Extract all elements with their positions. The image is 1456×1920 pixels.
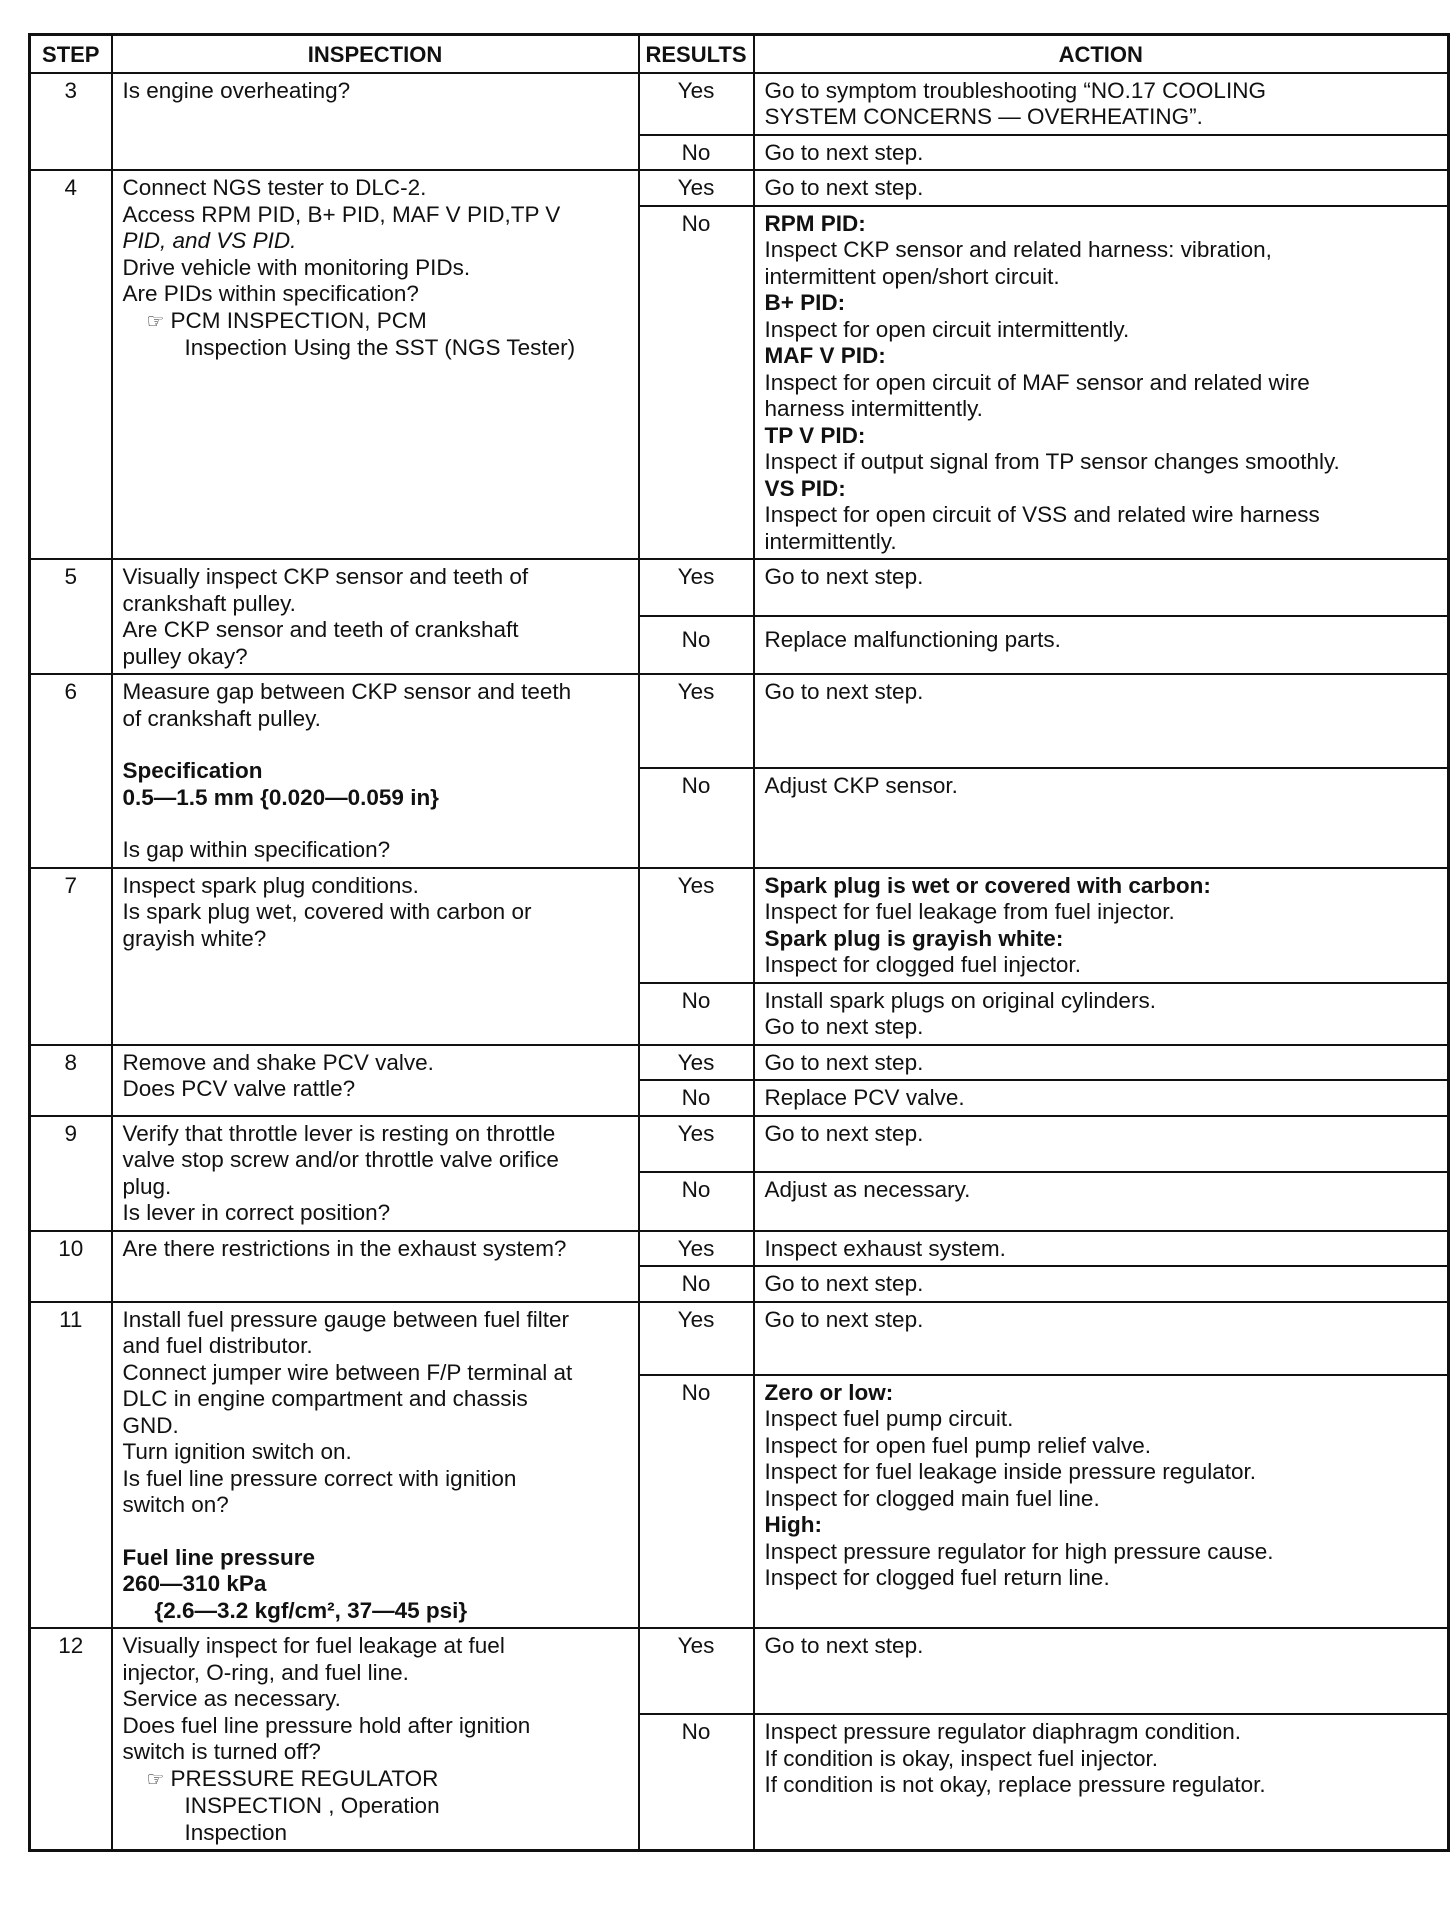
action-cell [754,1714,1449,1851]
action-text: Inspect for open circuit intermittently. [764,316,1130,342]
action-text: Inspect if output signal from TP sensor changes smoothly. [764,449,1340,474]
reference-subtitle: INSPECTION , Operation [184,1793,440,1818]
action-text: Inspect fuel pump circuit. [764,1406,1014,1431]
action-cell [754,135,1449,171]
action-text: harness intermittently. [764,396,983,421]
action-text: Inspect pressure regulator for high pressure cause. [764,1538,1274,1564]
action-cell [754,1375,1449,1629]
action-text: Inspect for fuel leakage inside pressure regulator. [764,1459,1257,1484]
inspection-cell [112,559,639,674]
inspection-text: of crankshaft pulley. [122,705,321,731]
action-text: If condition is not okay, replace pressure regulator. [764,1772,1266,1797]
inspection-text: crankshaft pulley. [122,590,296,616]
inspection-text: Remove and shake PCV valve. [122,1049,434,1075]
inspection-text: injector, O-ring, and fuel line. [122,1659,409,1685]
inspection-question: Is gap within specification? [122,837,391,862]
inspection-cell [112,1045,639,1116]
table-row [30,1628,1449,1714]
table-row [30,73,1449,135]
action-cell [754,983,1449,1045]
spec-value: 0.5—1.5 mm {0.020—0.059 in} [122,784,439,810]
action-heading: VS PID: [764,475,846,501]
action-cell [754,206,1449,560]
inspection-cell [112,1231,639,1302]
step-number: 11 [30,1302,112,1629]
inspection-cell [112,1302,639,1629]
action-text: Go to next step. [764,1306,924,1332]
result-no: No [639,1714,754,1851]
action-text: Go to symptom troubleshooting “NO.17 COOLING [764,77,1266,103]
inspection-text: Are PIDs within specification? [122,281,419,306]
action-text: Inspect CKP sensor and related harness: vibration, [764,237,1272,262]
header-inspection: INSPECTION [112,35,639,73]
inspection-cell [112,170,639,559]
inspection-text: grayish white? [122,925,267,951]
inspection-text: switch on? [122,1492,229,1517]
action-text: Go to next step. [764,679,924,704]
action-text: If condition is okay, inspect fuel injector. [764,1745,1159,1771]
result-no: No [639,768,754,868]
action-text: Inspect for fuel leakage from fuel injector. [764,899,1175,924]
action-text: Inspect for open circuit of MAF sensor and related wire [764,369,1310,395]
inspection-text: Measure gap between CKP sensor and teeth [122,679,572,704]
reference-subtitle: Inspection [184,1819,288,1845]
inspection-text: Turn ignition switch on. [122,1439,352,1464]
action-text: Go to next step. [764,1120,924,1146]
inspection-text: Does PCV valve rattle? [122,1076,356,1101]
action-text: Go to next step. [764,564,924,589]
action-text: Inspect for clogged fuel injector. [764,952,1081,977]
spec-title: Fuel line pressure [122,1544,316,1570]
inspection-text: DLC in engine compartment and chassis [122,1386,528,1411]
result-yes: Yes [639,73,754,135]
action-text: Go to next step. [764,175,924,200]
action-text: Replace PCV valve. [764,1085,965,1110]
action-text: Inspect for open circuit of VSS and related wire harness [764,502,1320,527]
pointing-hand-icon: ☞ [146,1768,165,1791]
step-number: 9 [30,1116,112,1231]
action-cell [754,559,1449,616]
inspection-text: Visually inspect CKP sensor and teeth of [122,564,529,589]
action-text: Inspect pressure regulator diaphragm condition. [764,1719,1242,1744]
result-no: No [639,206,754,560]
step-number: 5 [30,559,112,674]
troubleshooting-table [28,33,1450,1852]
result-yes: Yes [639,868,754,983]
inspection-text: Verify that throttle lever is resting on throttle [122,1120,556,1146]
step-number: 10 [30,1231,112,1302]
result-yes: Yes [639,1045,754,1081]
inspection-text: Access RPM PID, B+ PID, MAF V PID,TP V [122,201,561,227]
result-no: No [639,1375,754,1629]
inspection-text: Is spark plug wet, covered with carbon or [122,899,532,924]
action-text: Inspect exhaust system. [764,1235,1006,1261]
inspection-text: Is engine overheating? [122,77,351,103]
reference-title: PCM INSPECTION, PCM [170,307,427,333]
step-number: 3 [30,73,112,171]
action-cell [754,170,1449,206]
inspection-text: PID, and VS PID. [122,228,297,253]
inspection-cell [112,674,639,868]
result-yes: Yes [639,170,754,206]
table-row [30,170,1449,206]
action-heading: RPM PID: [764,210,866,236]
inspection-text: GND. [122,1412,179,1438]
result-yes: Yes [639,1628,754,1714]
inspection-text: Visually inspect for fuel leakage at fuel [122,1633,505,1658]
header-results: RESULTS [639,35,754,73]
inspection-text: Is fuel line pressure correct with ignition [122,1465,517,1491]
table-row [30,1116,1449,1172]
action-cell [754,768,1449,868]
result-yes: Yes [639,559,754,616]
reference-subtitle: Inspection Using the SST (NGS Tester) [184,335,576,360]
action-text: Adjust CKP sensor. [764,773,958,798]
action-heading: B+ PID: [764,290,846,315]
action-cell [754,73,1449,135]
result-yes: Yes [639,1302,754,1375]
action-text: Go to next step. [764,1049,924,1075]
result-no: No [639,135,754,171]
inspection-cell [112,1116,639,1231]
result-no: No [639,1172,754,1231]
action-text: Inspect for open fuel pump relief valve. [764,1432,1151,1458]
action-text: Go to next step. [764,1633,924,1658]
inspection-cell [112,1628,639,1851]
action-cell [754,674,1449,768]
inspection-text: Inspect spark plug conditions. [122,872,419,898]
step-number: 6 [30,674,112,868]
inspection-text: switch is turned off? [122,1739,321,1764]
action-heading: Spark plug is wet or covered with carbon: [764,872,1211,898]
table-row [30,1045,1449,1081]
action-text: Go to next step. [764,139,924,165]
reference-link[interactable] [123,1766,628,1794]
inspection-text: Connect NGS tester to DLC-2. [122,175,427,200]
action-cell [754,1116,1449,1172]
table-row [30,674,1449,768]
action-cell [754,1080,1449,1116]
action-cell [754,868,1449,983]
action-text: Go to next step. [764,1271,924,1296]
header-action: ACTION [754,35,1449,73]
action-cell [754,616,1449,674]
table-row [30,559,1449,616]
action-cell [754,1045,1449,1081]
result-no: No [639,1266,754,1302]
action-heading: TP V PID: [764,422,866,448]
inspection-cell [112,868,639,1045]
table-row [30,1302,1449,1375]
inspection-text: Connect jumper wire between F/P terminal at [122,1359,573,1385]
inspection-text: Drive vehicle with monitoring PIDs. [122,254,471,280]
action-cell [754,1302,1449,1375]
pointing-hand-icon: ☞ [146,310,165,333]
inspection-text: valve stop screw and/or throttle valve orifice [122,1147,559,1172]
reference-title: PRESSURE REGULATOR [170,1765,439,1791]
action-text: Adjust as necessary. [764,1176,971,1202]
action-text: intermittently. [764,528,897,554]
result-no: No [639,616,754,674]
result-no: No [639,983,754,1045]
spec-value-alt-units: {2.6—3.2 kgf/cm², 37—45 psi} [154,1597,468,1623]
inspection-text: Is lever in correct position? [122,1200,391,1225]
action-cell [754,1231,1449,1267]
inspection-text: pulley okay? [122,643,248,669]
inspection-cell [112,73,639,171]
step-number: 7 [30,868,112,1045]
inspection-text: plug. [122,1173,172,1199]
result-yes: Yes [639,1116,754,1172]
spec-title: Specification [122,758,263,783]
header-step: STEP [30,35,112,73]
action-text: Install spark plugs on original cylinders. [764,987,1156,1013]
action-cell [754,1628,1449,1714]
table-header-row [30,35,1449,73]
action-text: Inspect for clogged fuel return line. [764,1565,1110,1590]
inspection-text: Are CKP sensor and teeth of crankshaft [122,617,519,642]
result-yes: Yes [639,674,754,768]
result-no: No [639,1080,754,1116]
action-cell [754,1266,1449,1302]
result-yes: Yes [639,1231,754,1267]
reference-link[interactable] [123,308,628,336]
action-heading: High: [764,1512,822,1537]
step-number: 8 [30,1045,112,1116]
action-cell [754,1172,1449,1231]
inspection-text: Does fuel line pressure hold after ignition [122,1712,531,1738]
spec-value: 260—310 kPa [122,1571,267,1596]
table-row [30,1231,1449,1267]
inspection-text: Install fuel pressure gauge between fuel filter [122,1306,570,1332]
action-text: Inspect for clogged main fuel line. [764,1485,1100,1511]
action-heading: Spark plug is grayish white: [764,925,1064,951]
troubleshooting-document [28,33,1447,1852]
action-text: SYSTEM CONCERNS — OVERHEATING”. [764,104,1203,129]
step-number: 12 [30,1628,112,1851]
action-text: Go to next step. [764,1014,924,1039]
table-row [30,868,1449,983]
action-heading: MAF V PID: [764,343,886,368]
action-text: Replace malfunctioning parts. [764,627,1061,652]
action-heading: Zero or low: [764,1379,894,1405]
inspection-text: and fuel distributor. [122,1333,313,1358]
step-number: 4 [30,170,112,559]
inspection-text: Are there restrictions in the exhaust system? [122,1235,567,1261]
inspection-text: Service as necessary. [122,1686,341,1711]
action-text: intermittent open/short circuit. [764,263,1060,289]
